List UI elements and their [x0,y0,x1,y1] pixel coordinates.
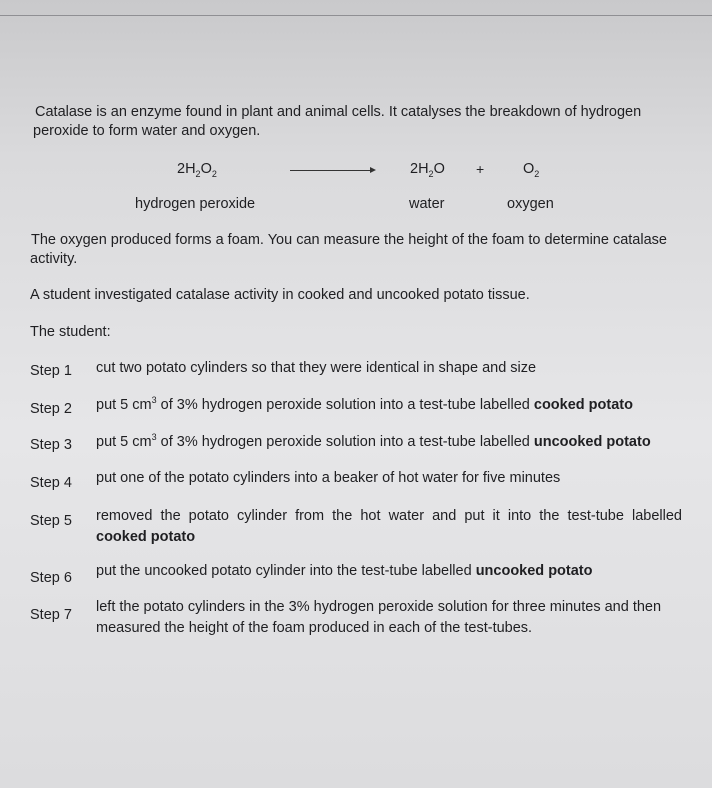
step-2-text: put 5 $cm^3$ of 3% hydrogen peroxide solution into a test-tube labelled cooked potato [96,395,633,413]
step-2-label: Step 2 [30,401,72,417]
water-formula: $2H_2O$ [410,161,445,179]
step-7-text-line-2: measured the height of the foam produced in each of the test-tubes. [96,620,533,636]
step-1-label: Step 1 [30,363,72,379]
foam-line-1: The oxygen produced forms a foam. You can measure the height of the foam to determine catalase [31,232,667,248]
investigation-text: A student investigated catalase activity in cooked and uncooked potato tissue. [30,287,530,303]
reactant-formula: $2H_2O_2$ [177,161,217,179]
step-7-text-line-1: left the potato cylinders in the 3% hydrogen peroxide solution for three minutes and then [96,599,662,615]
oxygen-name: oxygen [507,196,554,212]
step-3-label: Step 3 [30,437,72,453]
step-6-text: put the uncooked potato cylinder into the test-tube labelled uncooked potato [96,563,593,579]
step-5-label: Step 5 [30,513,72,529]
plus-sign: + [476,161,485,177]
step-4-text: put one of the potato cylinders into a beaker of hot water for five minutes [96,470,561,486]
step-3-text: put 5 $cm^3$ of 3% hydrogen peroxide solution into a test-tube labelled uncooked potato [96,432,651,450]
step-4-label: Step 4 [30,475,72,491]
the-student-label: The student: [30,324,111,340]
reactant-name: hydrogen peroxide [135,196,256,212]
step-5-text: removed the potato cylinder from the hot water and put it into the test-tube labelled [96,508,682,524]
reaction-arrow [290,170,374,171]
oxygen-formula: $O_2$ [523,161,540,179]
intro-line-1: Catalase is an enzyme found in plant and animal cells. It catalyses the breakdown of hydrogen [35,104,642,120]
water-name: water [409,196,445,212]
step-1-text: cut two potato cylinders so that they were identical in shape and size [96,360,537,376]
step-5-bold: cooked potato [96,529,196,545]
step-6-label: Step 6 [30,570,72,586]
foam-line-2: activity. [30,251,78,267]
step-7-label: Step 7 [30,607,72,623]
intro-line-2: peroxide to form water and oxygen. [33,123,261,139]
